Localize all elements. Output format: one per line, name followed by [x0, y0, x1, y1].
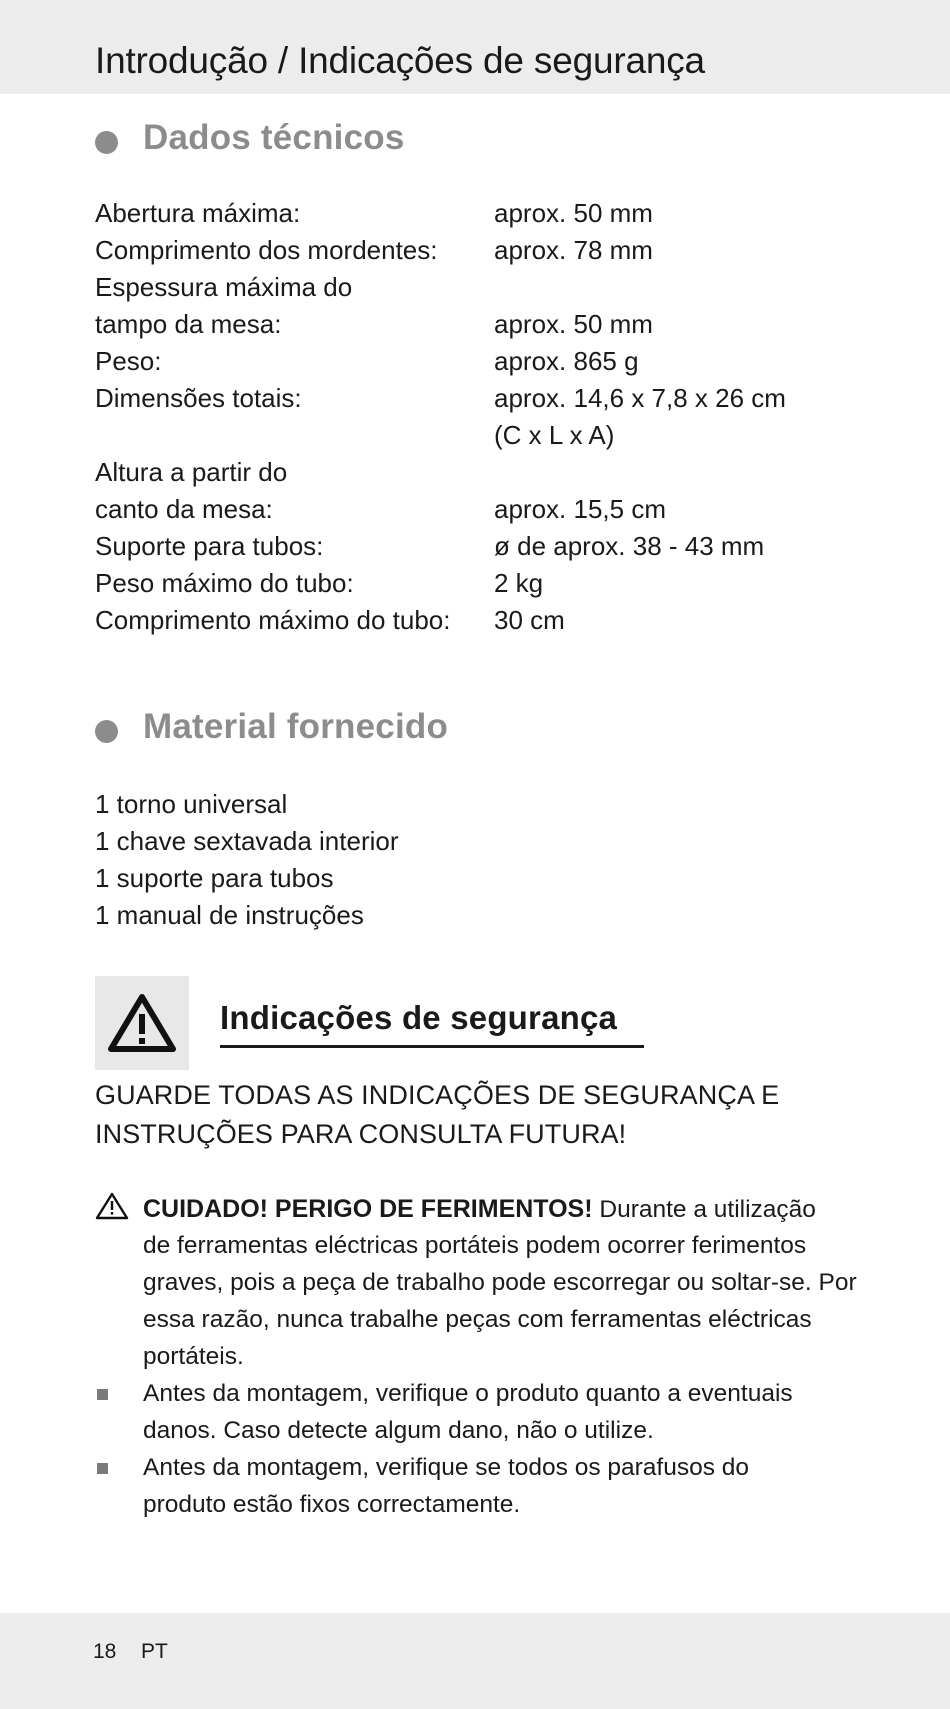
spec-row — [95, 309, 875, 346]
spec-row — [95, 198, 875, 235]
spec-row — [95, 605, 875, 642]
bullet-line: Antes da montagem, verifique se todos os parafusos do — [143, 1454, 750, 1481]
list-item: 1 torno universal — [95, 789, 288, 819]
spec-label: tampo da mesa: — [95, 309, 282, 339]
list-item: 1 chave sextavada interior — [95, 826, 399, 856]
warning-text: Durante a utilização — [592, 1196, 816, 1223]
spec-value: 30 cm — [494, 605, 565, 635]
section-bullet-icon — [95, 131, 118, 154]
spec-row — [95, 457, 875, 494]
warning-triangle-icon — [95, 1192, 129, 1220]
spec-row — [95, 383, 875, 420]
spec-row — [95, 531, 875, 568]
spec-value: aprox. 50 mm — [494, 198, 653, 228]
spec-value: (C x L x A) — [494, 420, 615, 450]
spec-row — [95, 346, 875, 383]
spec-label: Comprimento máximo do tubo: — [95, 605, 451, 635]
bullet-line: danos. Caso detecte algum dano, não o utilize. — [143, 1417, 654, 1444]
square-bullet-icon — [97, 1389, 108, 1400]
spec-row — [95, 235, 875, 272]
safety-title: Indicações de segurança — [220, 999, 618, 1036]
caps-notice-line: GUARDE TODAS AS INDICAÇÕES DE SEGURANÇA E — [95, 1080, 780, 1110]
spec-label: Suporte para tubos: — [95, 531, 324, 561]
page-title: Introdução / Indicações de segurança — [95, 40, 705, 81]
warning-triangle-icon — [107, 993, 177, 1053]
spec-row — [95, 568, 875, 605]
spec-label: Peso: — [95, 346, 162, 376]
spec-label: canto da mesa: — [95, 494, 273, 524]
spec-row — [95, 420, 875, 457]
spec-value: 2 kg — [494, 568, 544, 598]
supply-title: Material fornecido — [143, 707, 449, 746]
spec-label: Peso máximo do tubo: — [95, 568, 354, 598]
spec-value: aprox. 15,5 cm — [494, 494, 666, 524]
spec-label: Comprimento dos mordentes: — [95, 235, 438, 265]
spec-value: aprox. 865 g — [494, 346, 639, 376]
spec-label: Altura a partir do — [95, 457, 288, 487]
warning-first-line — [143, 1195, 816, 1224]
warning-line: graves, pois a peça de trabalho pode escorregar ou soltar-se. Por — [143, 1269, 857, 1296]
tech-data-title: Dados técnicos — [143, 118, 405, 157]
spec-row — [95, 272, 875, 309]
warning-line: portáteis. — [143, 1343, 244, 1370]
spec-label: Abertura máxima: — [95, 198, 301, 228]
warning-box — [95, 976, 189, 1070]
spec-value: ø de aprox. 38 - 43 mm — [494, 531, 765, 561]
spec-value: aprox. 50 mm — [494, 309, 653, 339]
spec-label: Espessura máxima do — [95, 272, 353, 302]
list-item: 1 suporte para tubos — [95, 863, 334, 893]
caps-notice-line: INSTRUÇÕES PARA CONSULTA FUTURA! — [95, 1119, 627, 1149]
section-bullet-icon — [95, 720, 118, 743]
spec-value: aprox. 14,6 x 7,8 x 26 cm — [494, 383, 786, 413]
list-item: 1 manual de instruções — [95, 900, 364, 930]
page-number: 18 — [93, 1640, 117, 1663]
warning-line: de ferramentas eléctricas portáteis podem ocorrer ferimentos — [143, 1232, 807, 1259]
warning-line: essa razão, nunca trabalhe peças com ferramentas eléctricas — [143, 1306, 812, 1333]
title-underline — [220, 1045, 644, 1048]
square-bullet-icon — [97, 1463, 108, 1474]
page-language: PT — [141, 1640, 168, 1663]
spec-label: Dimensões totais: — [95, 383, 302, 413]
warning-bold-text: CUIDADO! PERIGO DE FERIMENTOS! — [143, 1195, 593, 1223]
bullet-line: Antes da montagem, verifique o produto quanto a eventuais — [143, 1380, 793, 1407]
spec-value: aprox. 78 mm — [494, 235, 653, 265]
spec-row — [95, 494, 875, 531]
bullet-line: produto estão fixos correctamente. — [143, 1491, 521, 1518]
